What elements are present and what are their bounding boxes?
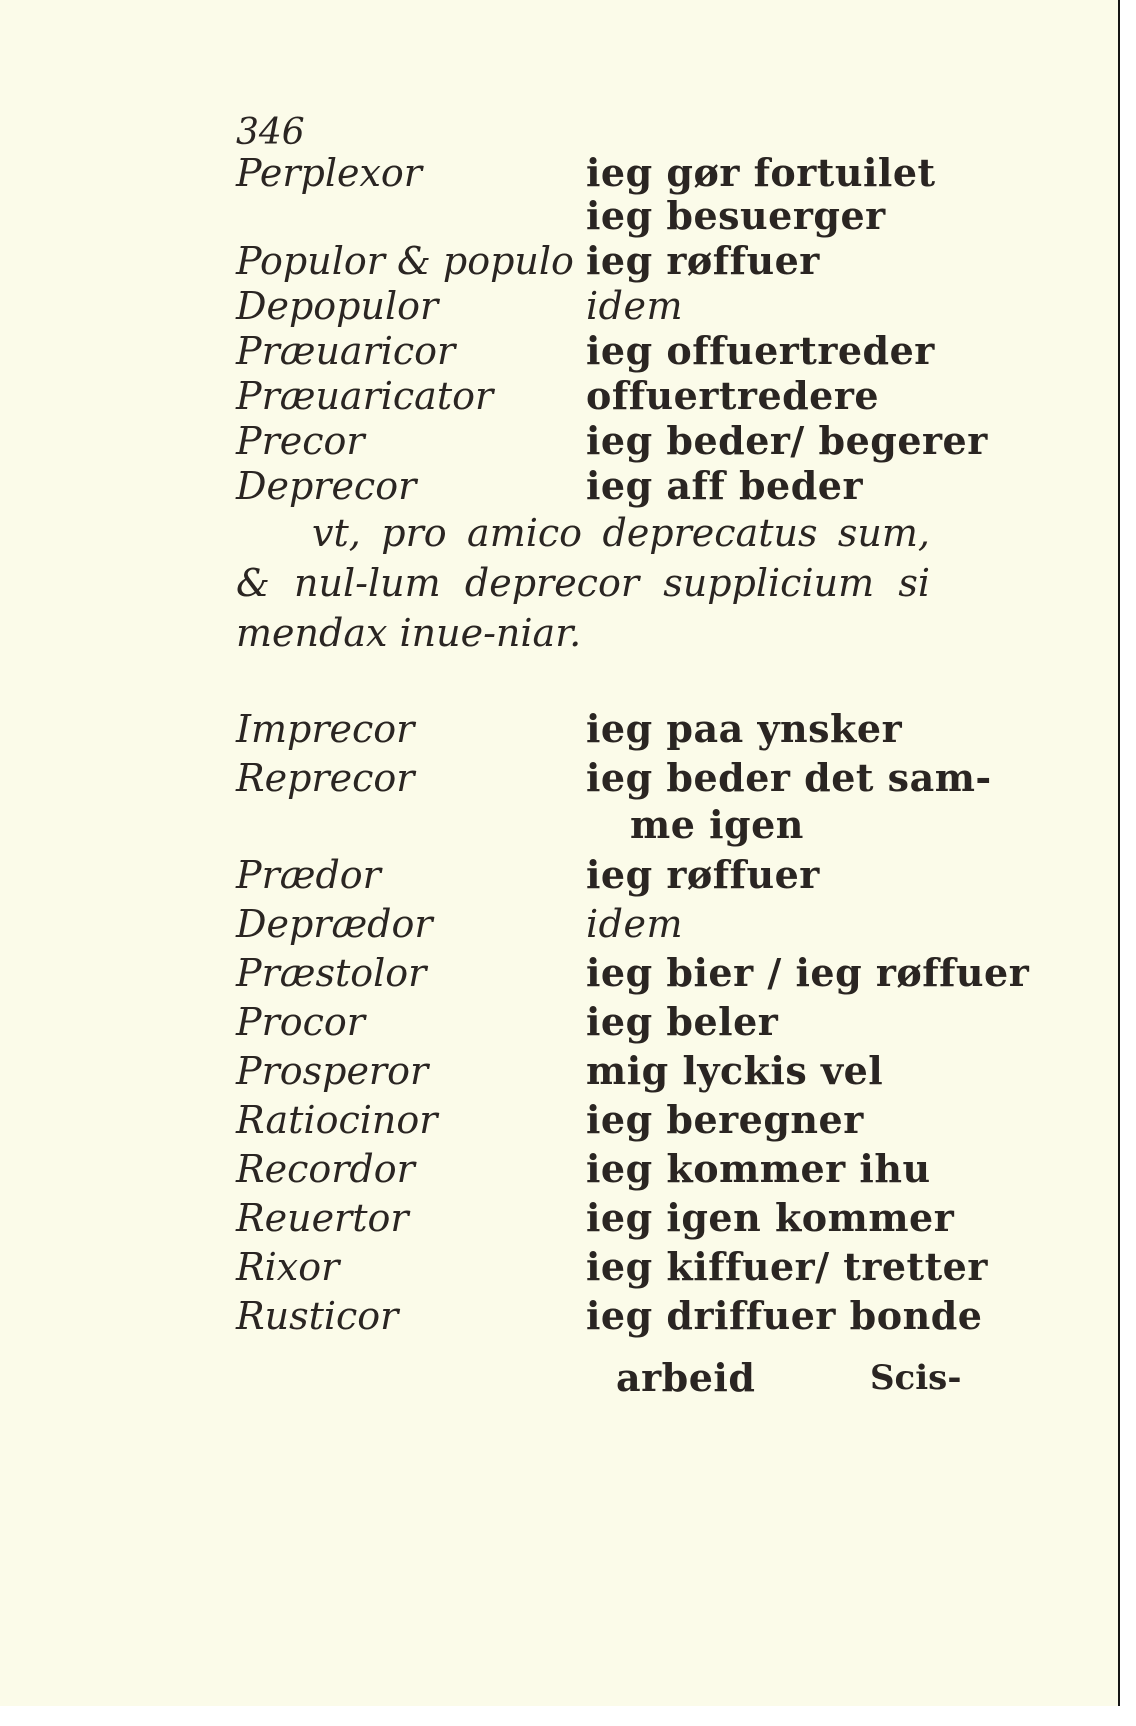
latin-headword: Præuaricor — [236, 329, 456, 373]
latin-headword: Reprecor — [236, 756, 415, 800]
latin-headword: Populor & populo — [236, 239, 574, 283]
danish-gloss: ieg besuerger — [586, 193, 886, 238]
latin-headword: Recordor — [236, 1147, 415, 1191]
danish-gloss: ieg kiffuer/ tretter — [586, 1244, 988, 1289]
latin-headword: Deprecor — [236, 464, 417, 508]
danish-gloss: ieg gør fortuilet — [586, 150, 936, 195]
latin-headword: Imprecor — [236, 707, 415, 751]
danish-gloss: idem — [586, 284, 683, 328]
usage-example: vt, pro amico deprecatus sum, & nul-lum deprecor supplicium si mendax inue-niar. — [236, 511, 930, 655]
scan-edge-right — [1118, 0, 1136, 1726]
catchword: Scis- — [870, 1358, 962, 1398]
danish-gloss: mig lyckis vel — [586, 1048, 884, 1093]
page-number: 346 — [236, 112, 305, 153]
danish-gloss: ieg paa ynsker — [586, 706, 903, 751]
danish-gloss: idem — [586, 902, 683, 946]
latin-headword: Præuaricator — [236, 374, 494, 418]
scan-edge-bottom — [0, 1706, 1136, 1726]
latin-headword: Præstolor — [236, 951, 427, 995]
latin-headword: Ratiocinor — [236, 1098, 438, 1142]
danish-gloss: ieg driffuer bonde — [586, 1293, 983, 1338]
latin-headword: Perplexor — [236, 151, 422, 195]
danish-gloss: ieg beder det sam- — [586, 755, 992, 800]
danish-gloss: ieg beder/ begerer — [586, 418, 988, 463]
danish-gloss: ieg kommer ihu — [586, 1146, 931, 1191]
danish-gloss: ieg bier / ieg røffuer — [586, 950, 1030, 995]
danish-gloss: ieg røffuer — [586, 852, 820, 897]
latin-headword: Deprædor — [236, 902, 433, 946]
latin-headword: Prædor — [236, 853, 381, 897]
danish-gloss: ieg røffuer — [586, 238, 820, 283]
danish-gloss: ieg igen kommer — [586, 1195, 955, 1240]
danish-gloss: offuertredere — [586, 373, 880, 418]
danish-gloss: ieg beler — [586, 999, 779, 1044]
latin-headword: Precor — [236, 419, 365, 463]
latin-headword: Depopulor — [236, 284, 439, 328]
danish-gloss: me igen — [630, 802, 804, 847]
latin-headword: Rusticor — [236, 1294, 399, 1338]
latin-headword: Reuertor — [236, 1196, 409, 1240]
latin-headword: Prosperor — [236, 1049, 429, 1093]
danish-gloss: ieg offuertreder — [586, 328, 935, 373]
latin-headword: Procor — [236, 1000, 365, 1044]
danish-gloss: ieg beregner — [586, 1097, 864, 1142]
latin-headword: Rixor — [236, 1245, 340, 1289]
danish-gloss: ieg aff beder — [586, 463, 863, 508]
danish-gloss: arbeid — [616, 1355, 756, 1400]
